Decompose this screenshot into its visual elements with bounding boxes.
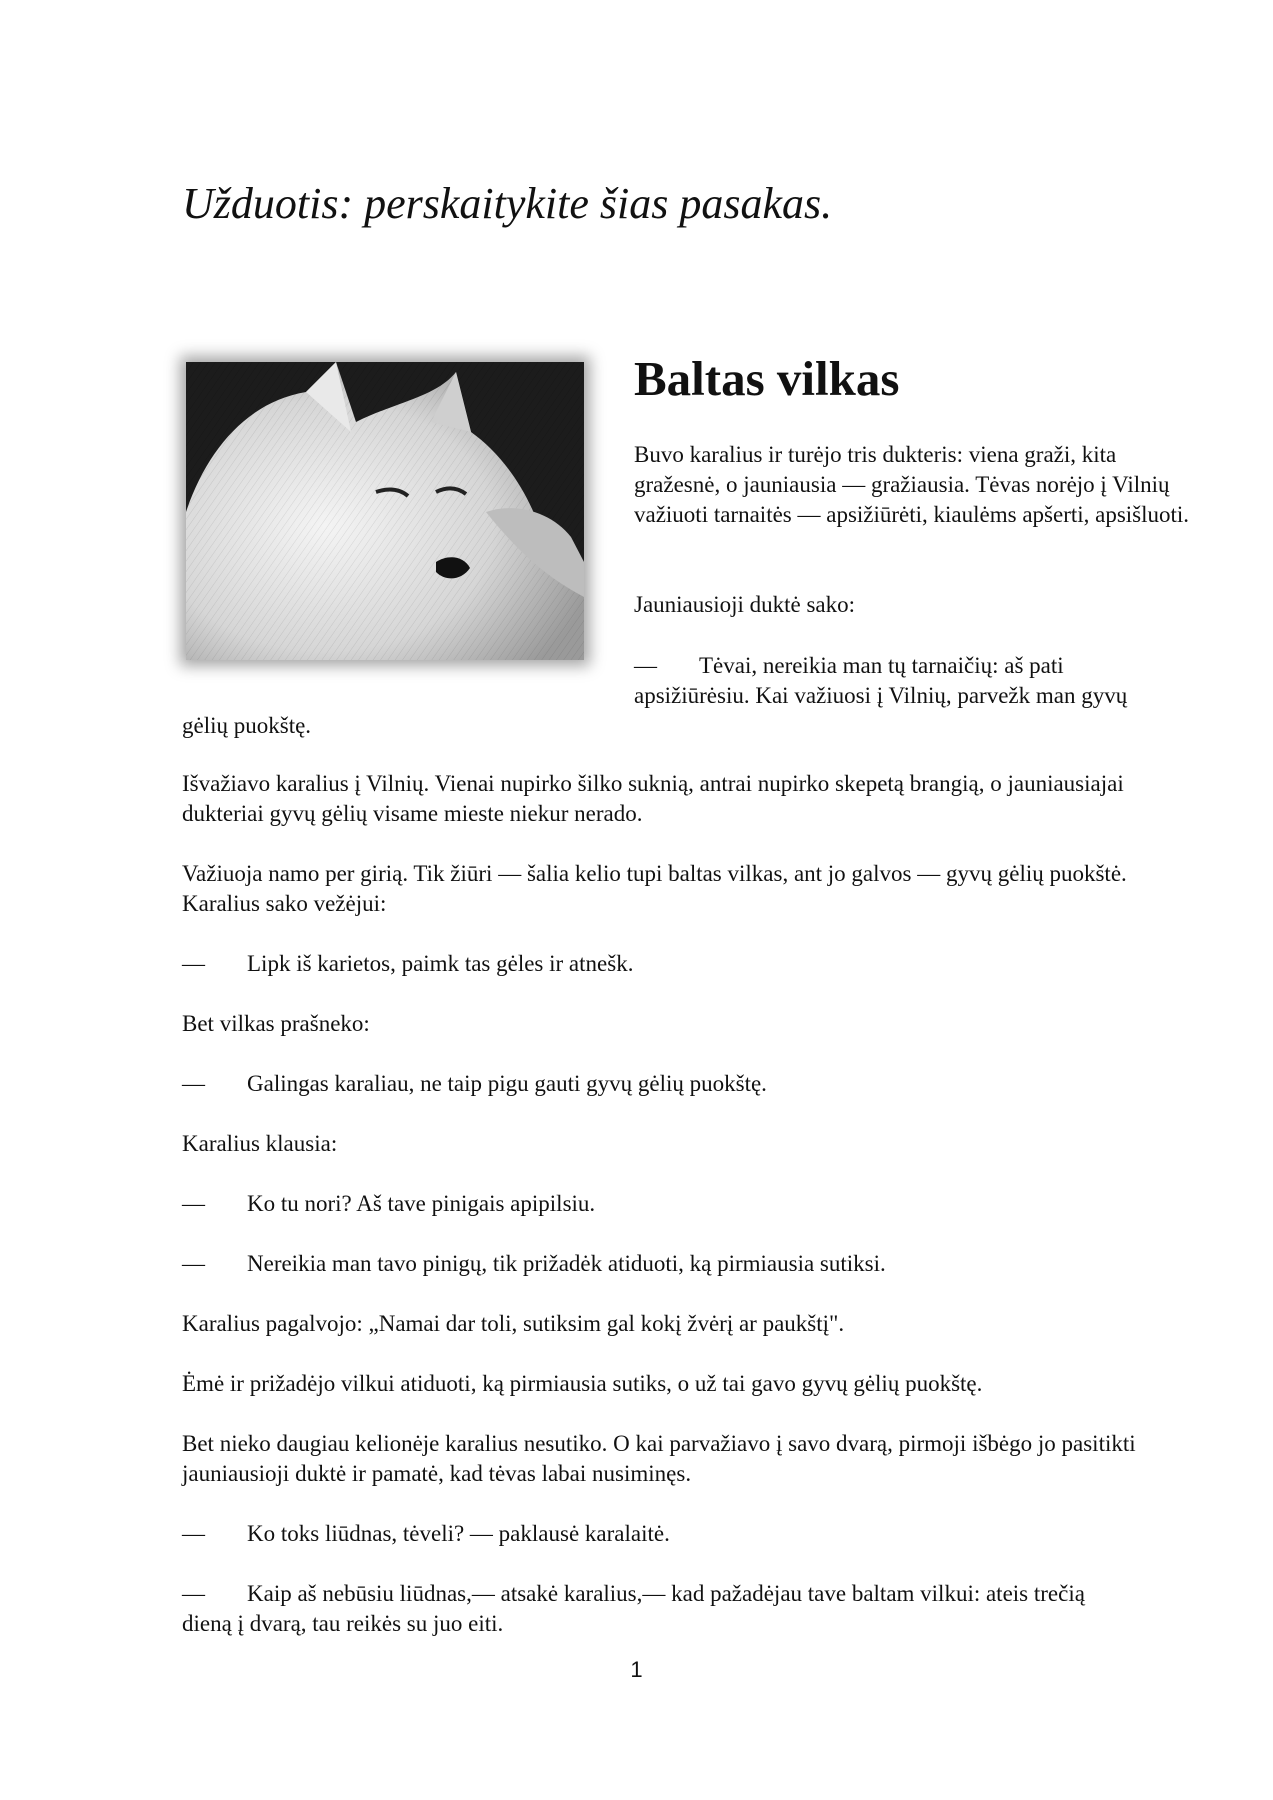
paragraph: Bet nieko daugiau kelionėje karalius nesutiko. O kai parvažiavo į savo dvarą, pirmoji išbėgo jo pasitikti jauniausioji duktė ir pamatė, kad tėvas labai nusiminęs.	[182, 1431, 1136, 1486]
dialog-line: Lipk iš karietos, paimk tas gėles ir atnešk.	[247, 951, 634, 976]
white-wolf-sketch-icon	[186, 362, 584, 660]
dialog-dash: —	[182, 1251, 205, 1276]
paragraph: Karalius pagalvojo: „Namai dar toli, sutiksim gal kokį žvėrį ar paukštį".	[182, 1311, 845, 1336]
dialog-dash: —	[182, 1581, 205, 1606]
dialog-dash: —	[182, 1521, 205, 1546]
paragraph: Važiuoja namo per girią. Tik žiūri — šalia kelio tupi baltas vilkas, ant jo galvos — gyvų gėlių puokštė. Karalius sako vežėjui:	[182, 861, 1127, 916]
daughter-reply-line: apsižiūrėsiu. Kai važiuosi į Vilnių, parvežk man gyvų	[634, 683, 1128, 708]
intro-paragraph: Buvo karalius ir turėjo tris dukteris: viena graži, kita gražesnė, o jauniausia — gražiausia. Tėvas norėjo į Vilnių važiuoti tarnaitės — apsižiūrėti, kiaulėms apšerti, apsišluoti.	[634, 442, 1190, 527]
dialog-line: Kaip aš nebūsiu liūdnas,— atsakė karalius,— kad pažadėjau tave baltam vilkui: ateis trečią	[247, 1581, 1085, 1606]
paragraph: Bet vilkas prašneko:	[182, 1011, 370, 1036]
paragraph: Ėmė ir prižadėjo vilkui atiduoti, ką pirmiausia sutiks, o už tai gavo gyvų gėlių puokštę.	[182, 1371, 983, 1396]
dialog-line: dieną į dvarą, tau reikės su juo eiti.	[182, 1611, 504, 1636]
dialog-line: Nereikia man tavo pinigų, tik prižadėk atiduoti, ką pirmiausia sutiksi.	[247, 1251, 886, 1276]
dialog-dash: —	[182, 951, 205, 976]
story-title: Baltas vilkas	[634, 351, 900, 406]
page-number: 1	[630, 1657, 643, 1682]
daughter-reply-line: gėlių puokštę.	[182, 713, 312, 738]
daughter-reply-line: Tėvai, nereikia man tų tarnaičių: aš pati	[699, 653, 1064, 678]
dialog-line: Galingas karaliau, ne taip pigu gauti gyvų gėlių puokštę.	[247, 1071, 767, 1096]
dialog-dash: —	[182, 1071, 205, 1096]
wolf-illustration	[186, 362, 584, 660]
task-heading: Užduotis: perskaitykite šias pasakas.	[182, 179, 833, 228]
daughter-says-paragraph: Jauniausioji duktė sako:	[634, 592, 856, 617]
paragraph: Išvažiavo karalius į Vilnių. Vienai nupirko šilko suknią, antrai nupirko skepetą brangią, o jauniausiajai dukteriai gyvų gėlių visame mieste niekur nerado.	[182, 771, 1124, 826]
dialog-dash: —	[182, 1191, 205, 1216]
dialog-dash: —	[634, 653, 657, 678]
dialog-line: Ko toks liūdnas, tėveli? — paklausė karalaitė.	[247, 1521, 670, 1546]
paragraph: Karalius klausia:	[182, 1131, 338, 1156]
dialog-line: Ko tu nori? Aš tave pinigais apipilsiu.	[247, 1191, 596, 1216]
